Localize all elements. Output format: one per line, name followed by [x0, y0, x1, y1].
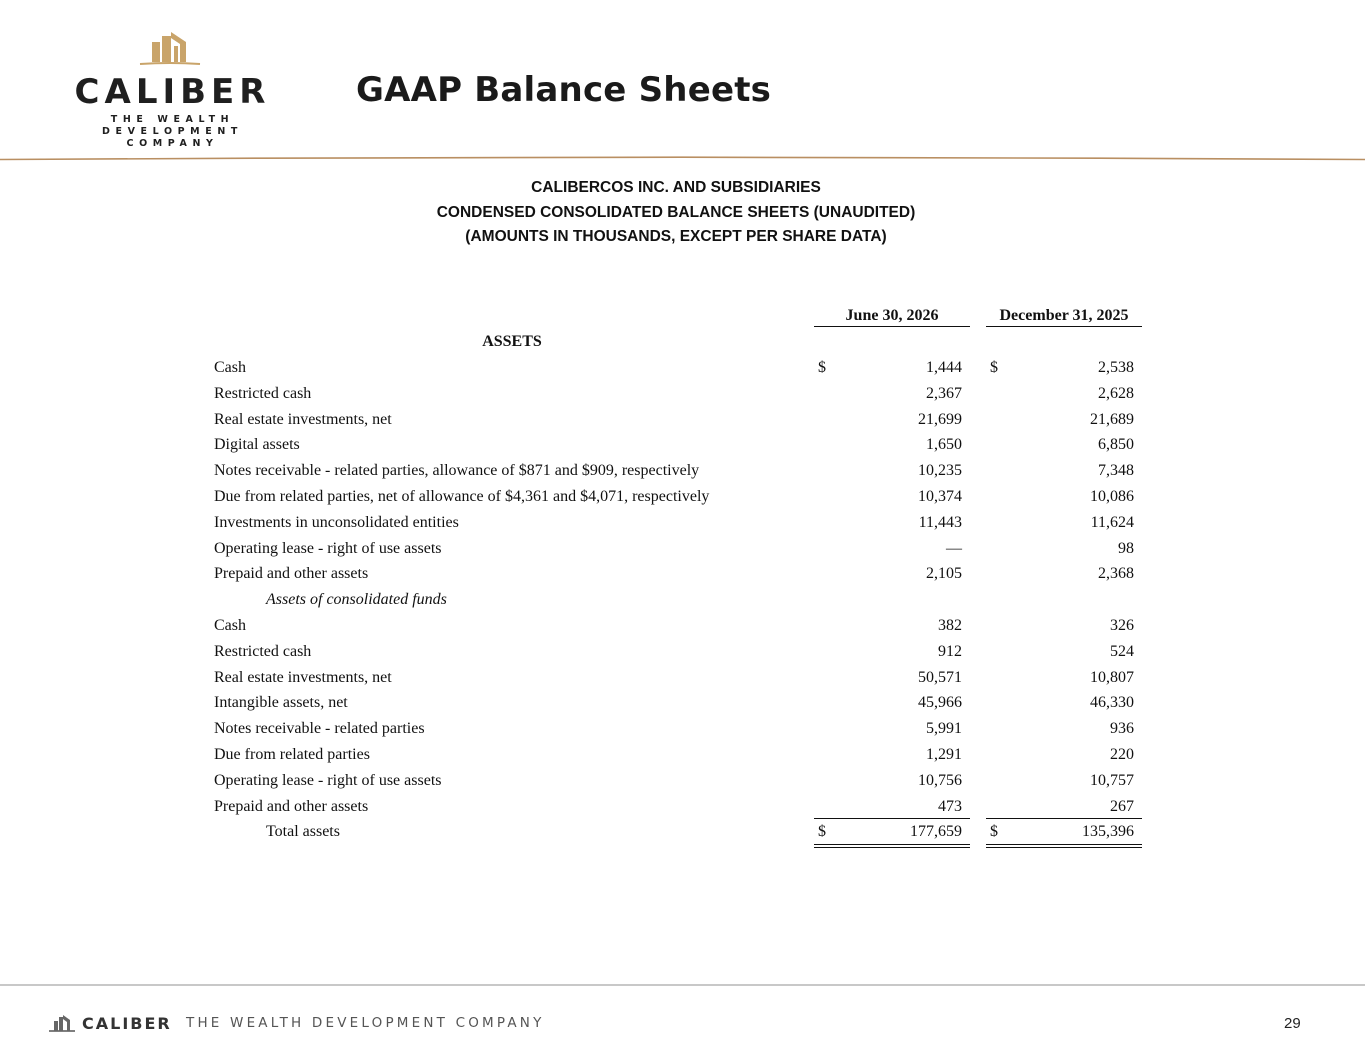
cell-value: 220	[1110, 745, 1134, 763]
currency-symbol: $	[990, 359, 998, 376]
row-label: Real estate investments, net	[214, 668, 392, 686]
cell-value: 2,368	[1098, 565, 1134, 583]
total-row	[214, 819, 1144, 845]
value-december-2025	[986, 690, 1142, 715]
cell-value: 21,689	[1090, 410, 1134, 428]
cell-value: 1,650	[926, 436, 962, 454]
column-header-december-2025: December 31, 2025	[986, 305, 1142, 327]
row-label: Cash	[214, 616, 246, 634]
row-label: Notes receivable - related parties, allowance of $871 and $909, respectively	[214, 462, 700, 480]
row-label: Investments in unconsolidated entities	[214, 513, 459, 531]
cell-value: 21,699	[918, 410, 962, 428]
footer-brand: CALIBER	[82, 1014, 172, 1033]
table-row	[214, 742, 1144, 768]
cell-value: 45,966	[918, 694, 962, 712]
cell-value: 2,367	[926, 384, 962, 402]
table-row	[214, 381, 1144, 407]
value-december-2025	[986, 613, 1142, 638]
table-row	[214, 355, 1144, 381]
company-logo	[50, 28, 295, 149]
footer-building-icon	[48, 1014, 76, 1032]
value-june-2026	[814, 665, 970, 690]
cell-value: 1,444	[926, 359, 962, 376]
cell-value: 135,396	[1082, 823, 1134, 841]
cell-value: 912	[938, 642, 962, 660]
value-june-2026	[814, 819, 970, 848]
value-december-2025	[986, 794, 1142, 819]
subsection-row	[214, 587, 1144, 613]
cell-value: 5,991	[926, 720, 962, 738]
cell-value: 50,571	[918, 668, 962, 686]
value-june-2026	[814, 432, 970, 457]
table-row	[214, 665, 1144, 691]
value-december-2025	[986, 819, 1142, 848]
logo-wordmark: CALIBER	[74, 72, 271, 112]
building-logo-icon	[138, 28, 202, 68]
cell-value: 473	[938, 797, 962, 815]
cell-value: 2,628	[1098, 384, 1134, 402]
company-name: CALIBERCOS INC. AND SUBSIDIARIES	[531, 179, 821, 196]
row-label: Real estate investments, net	[214, 410, 392, 428]
cell-value: 10,756	[918, 771, 962, 789]
table-row	[214, 690, 1144, 716]
cell-value: 267	[1110, 797, 1134, 815]
cell-value: 11,443	[918, 513, 962, 531]
value-june-2026	[814, 794, 970, 819]
table-row	[214, 510, 1144, 536]
cell-value: 46,330	[1090, 694, 1134, 712]
cell-value: 2,538	[1098, 359, 1134, 376]
value-december-2025	[986, 484, 1142, 509]
cell-value: 2,105	[926, 565, 962, 583]
cell-value: 10,757	[1090, 771, 1134, 789]
value-june-2026	[814, 458, 970, 483]
row-label: Restricted cash	[214, 642, 312, 660]
cell-value: —	[946, 539, 962, 557]
row-label: Intangible assets, net	[214, 694, 348, 712]
cell-value: 936	[1110, 720, 1134, 738]
value-june-2026	[814, 484, 970, 509]
cell-value: 1,291	[926, 745, 962, 763]
value-june-2026	[814, 510, 970, 535]
table-body	[214, 355, 1144, 845]
table-row	[214, 768, 1144, 794]
value-december-2025	[986, 587, 1142, 612]
statement-heading	[0, 176, 1352, 250]
value-december-2025	[986, 536, 1142, 561]
row-label: Cash	[214, 359, 246, 376]
section-title-assets: ASSETS	[482, 333, 542, 350]
footer-divider	[0, 984, 1365, 986]
value-december-2025	[986, 355, 1142, 380]
table-row	[214, 458, 1144, 484]
value-december-2025	[986, 432, 1142, 457]
value-june-2026	[814, 742, 970, 767]
table-row	[214, 794, 1144, 820]
value-december-2025	[986, 639, 1142, 664]
statement-name: CONDENSED CONSOLIDATED BALANCE SHEETS (UNAUDITED)	[436, 203, 916, 221]
value-june-2026	[814, 536, 970, 561]
row-label: Due from related parties	[214, 745, 370, 763]
cell-value: 98	[1118, 539, 1134, 557]
table-row	[214, 536, 1144, 562]
currency-symbol: $	[818, 823, 826, 841]
table-row	[214, 561, 1144, 587]
row-label: Total assets	[266, 823, 340, 841]
cell-value: 10,374	[918, 487, 962, 505]
value-june-2026	[814, 716, 970, 741]
balance-sheet-table	[214, 303, 1144, 845]
cell-value: 10,807	[1090, 668, 1134, 686]
value-june-2026	[814, 381, 970, 406]
cell-value: 177,659	[910, 823, 962, 841]
table-row	[214, 639, 1144, 665]
table-row	[214, 716, 1144, 742]
row-label: Digital assets	[214, 436, 300, 454]
value-december-2025	[986, 665, 1142, 690]
value-december-2025	[986, 510, 1142, 535]
column-header-june-2026: June 30, 2026	[814, 305, 970, 327]
value-december-2025	[986, 768, 1142, 793]
header-divider	[0, 156, 1365, 161]
page-number: 29	[1284, 1015, 1301, 1032]
currency-symbol: $	[818, 359, 826, 376]
value-december-2025	[986, 458, 1142, 483]
table-row	[214, 407, 1144, 433]
cell-value: 524	[1110, 642, 1134, 660]
row-label: Notes receivable - related parties	[214, 720, 425, 738]
table-row	[214, 484, 1144, 510]
row-label: Prepaid and other assets	[214, 797, 369, 815]
value-december-2025	[986, 381, 1142, 406]
row-label: Assets of consolidated funds	[266, 591, 447, 609]
value-june-2026	[814, 561, 970, 586]
value-june-2026	[814, 407, 970, 432]
currency-symbol: $	[990, 823, 998, 841]
value-december-2025	[986, 716, 1142, 741]
cell-value: 11,624	[1090, 513, 1134, 531]
value-june-2026	[814, 690, 970, 715]
cell-value: 326	[1110, 616, 1134, 634]
value-june-2026	[814, 587, 970, 612]
cell-value: 6,850	[1098, 436, 1134, 454]
value-december-2025	[986, 407, 1142, 432]
value-december-2025	[986, 742, 1142, 767]
page-title: GAAP Balance Sheets	[356, 70, 772, 110]
row-label: Operating lease - right of use assets	[214, 539, 442, 557]
logo-tagline-line-2: COMPANY	[126, 138, 219, 149]
footer-tagline: THE WEALTH DEVELOPMENT COMPANY	[186, 1015, 545, 1031]
row-label: Due from related parties, net of allowance of $4,361 and $4,071, respectively	[214, 487, 710, 505]
value-june-2026	[814, 613, 970, 638]
value-june-2026	[814, 355, 970, 380]
logo-tagline-line-1: THE WEALTH DEVELOPMENT	[102, 114, 243, 137]
cell-value: 382	[938, 616, 962, 634]
cell-value: 7,348	[1098, 462, 1134, 480]
table-row	[214, 432, 1144, 458]
row-label: Restricted cash	[214, 384, 312, 402]
logo-tagline	[50, 114, 295, 150]
row-label: Operating lease - right of use assets	[214, 771, 442, 789]
value-june-2026	[814, 639, 970, 664]
column-header-row	[214, 303, 1144, 329]
table-row	[214, 613, 1144, 639]
value-june-2026	[814, 768, 970, 793]
row-label: Prepaid and other assets	[214, 565, 369, 583]
cell-value: 10,235	[918, 462, 962, 480]
value-december-2025	[986, 561, 1142, 586]
statement-units: (AMOUNTS IN THOUSANDS, EXCEPT PER SHARE DATA)	[465, 228, 887, 245]
cell-value: 10,086	[1090, 487, 1134, 505]
